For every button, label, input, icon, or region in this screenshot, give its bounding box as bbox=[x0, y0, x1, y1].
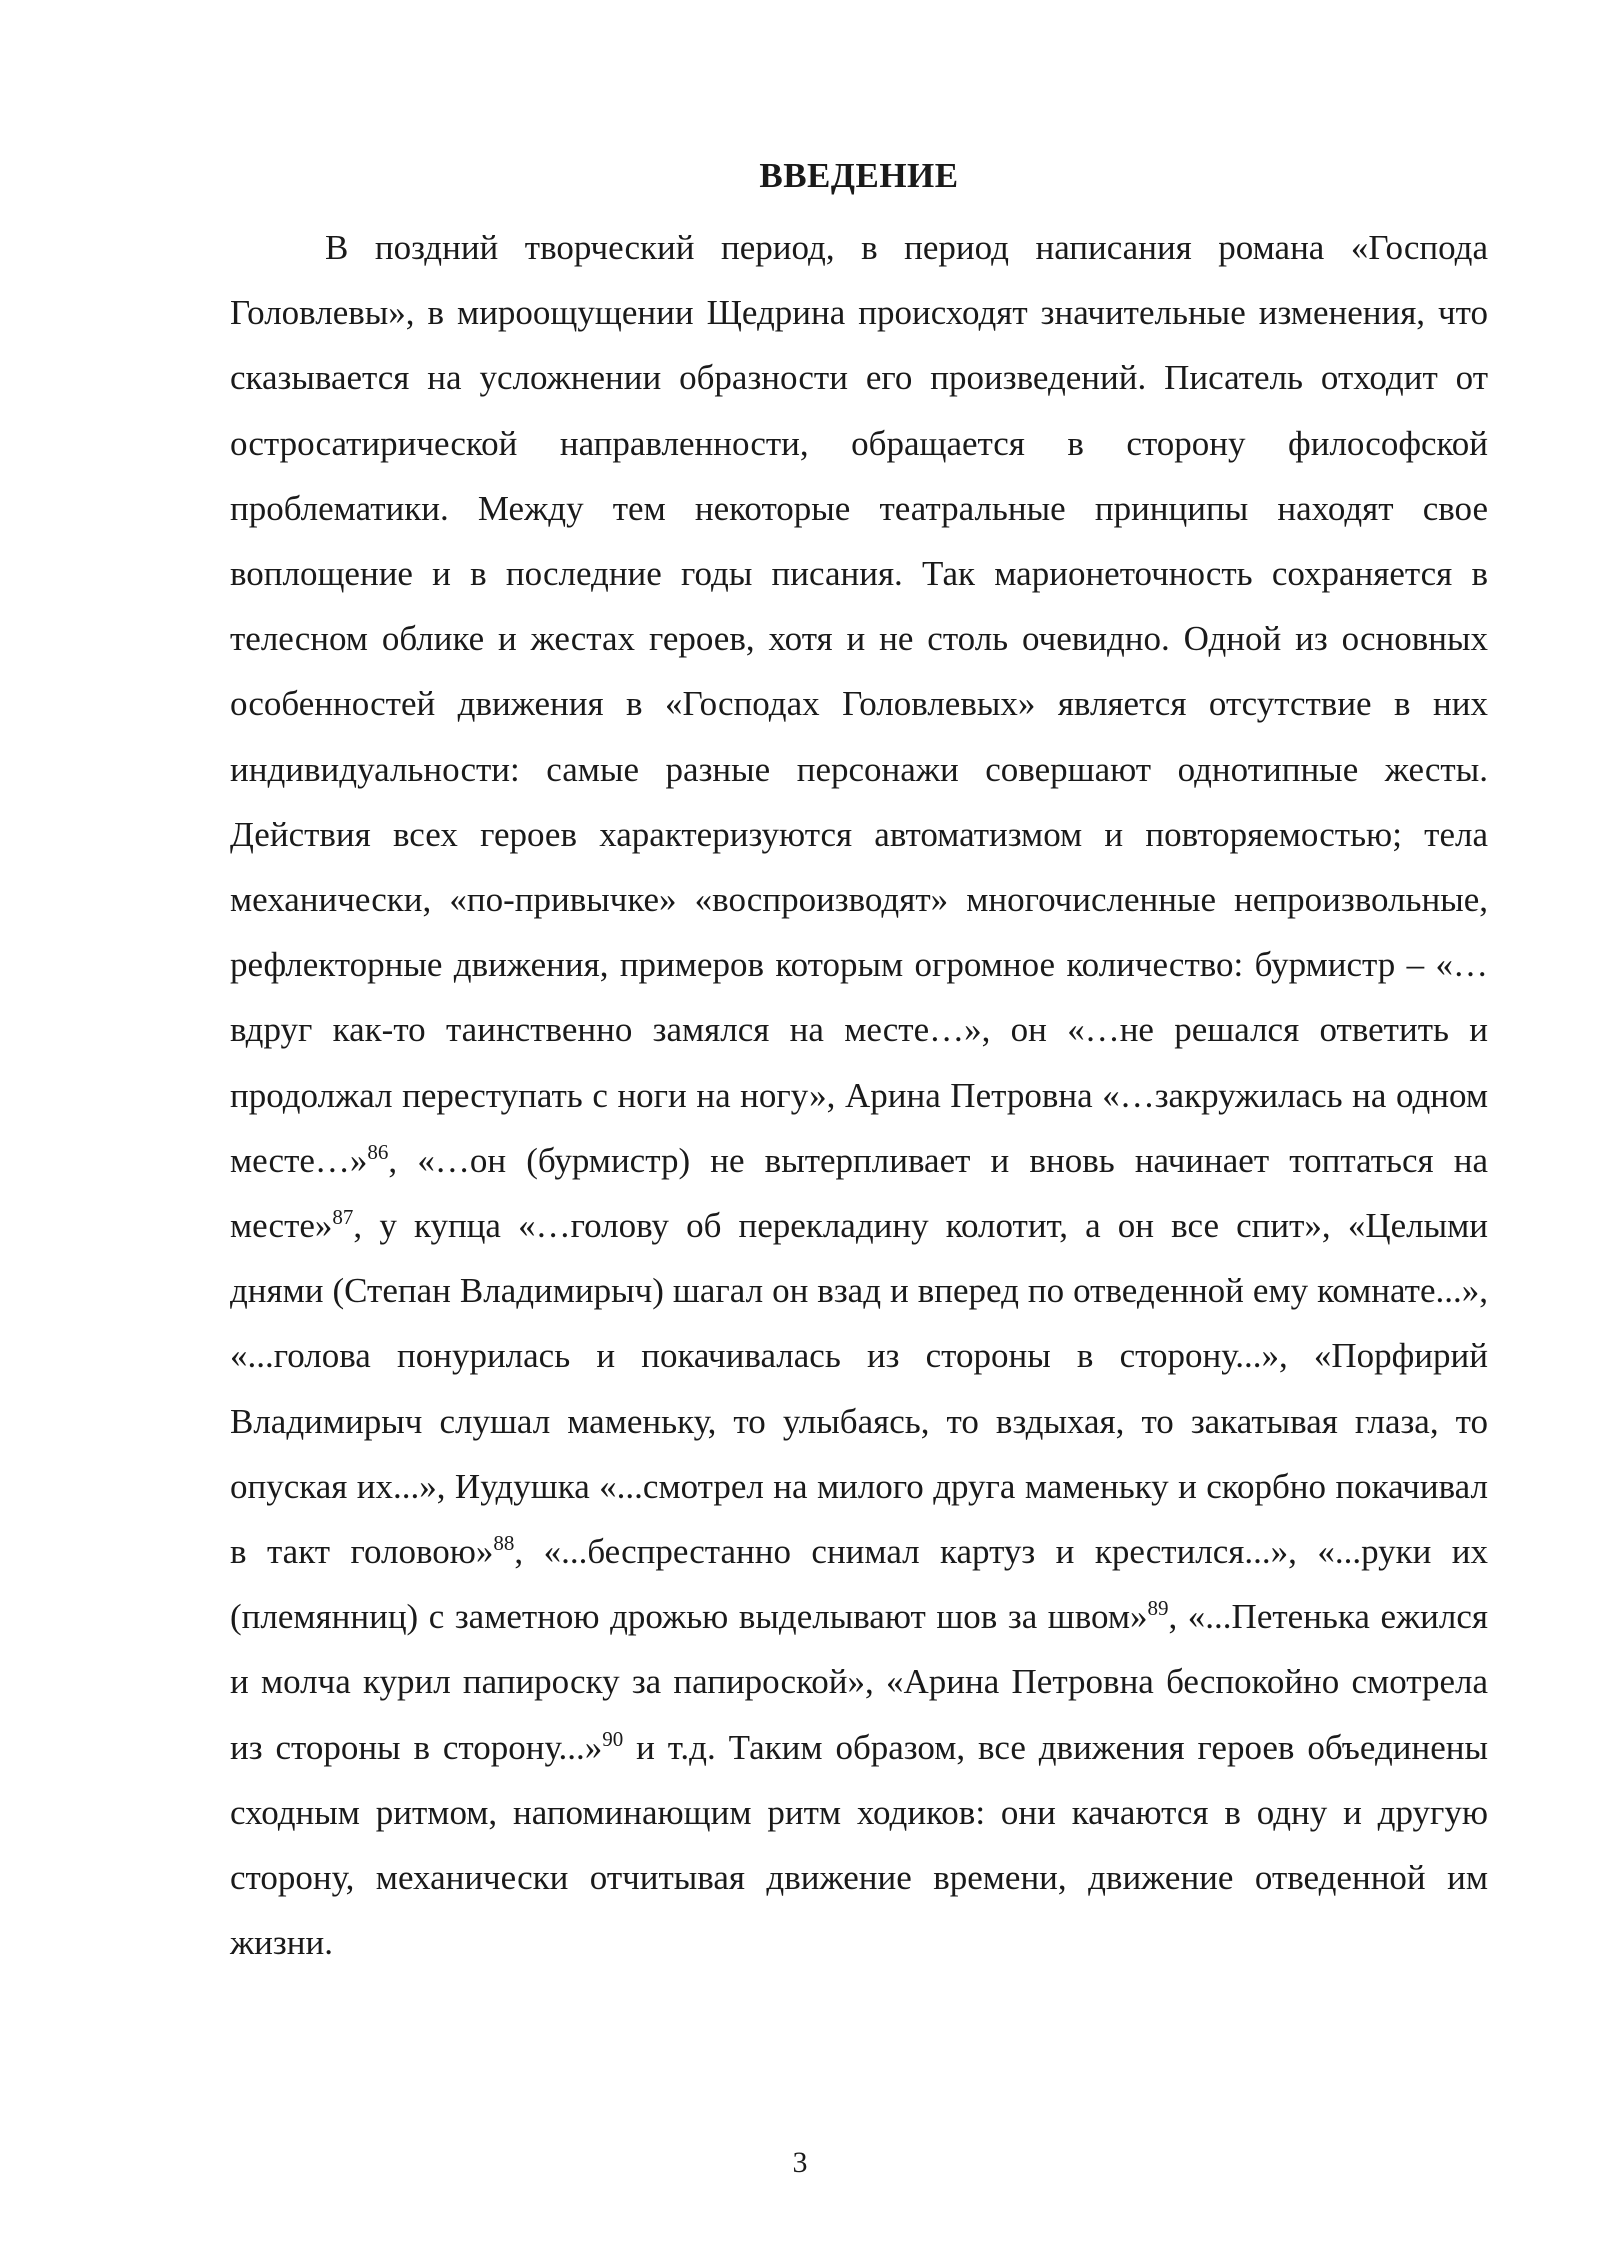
text-segment: , «...беспрестанно снимал картуз и крестился...», «...руки их (племянниц) с заметною дрожью выделывают шов за швом» bbox=[230, 1532, 1488, 1637]
section-heading: ВВЕДЕНИЕ bbox=[759, 156, 959, 195]
text-segment: , «...Петенька ежился и молча курил папироску за папироской», «Арина Петровна беспокойно смотрела из стороны в сторону...» bbox=[230, 1597, 1488, 1767]
body-paragraph bbox=[230, 215, 1488, 1975]
text-segment: , у купца «…голову об перекладину колотит, а он все спит», «Целыми днями (Степан Владимирыч) шагал он взад и вперед по отведенной ему комнате...», «...голова понурилась и покачивалась из стороны в сторону...», «Порфирий Владимирыч слушал маменьку, то улыбаясь, то вздыхая, то закатывая глаза, то опуская их...», Иудушка «...смотрел на милого друга маменьку и скорбно покачивал в такт головою» bbox=[230, 1206, 1488, 1572]
text-segment: В поздний творческий период, в период написания романа «Господа Головлевы», в мироощущении Щедрина происходят значительные изменения, что сказывается на усложнении образности его произведений. Писатель отходит от остросатирической направленности, обращается в сторону философской проблематики. Между тем некоторые театральные принципы находят свое воплощение и в последние годы писания. Так марионеточность сохраняется в телесном облике и жестах героев, хотя и не столь очевидно. Одной из основных особенностей движения в «Господах Головлевых» является отсутствие в них индивидуальности: самые разные персонажи совершают однотипные жесты. Действия всех героев характеризуются автоматизмом и повторяемостью; тела механически, «по-привычке» «воспроизводят» многочисленные непроизвольные, рефлекторные движения, примеров которым огромное количество: бурмистр – «…вдруг как-то таинственно замялся на месте…», он «…не решался ответить и продолжал переступать с ноги на ногу», Арина Петровна «…закружилась на одном месте…» bbox=[230, 228, 1488, 1180]
footnote-ref-89: 89 bbox=[1147, 1596, 1169, 1621]
text-segment: и т.д. Таким образом, все движения героев объединены сходным ритмом, напоминающим ритм ходиков: они качаются в одну и другую сторону, механически отчитывая движение времени, движение отведенной им жизни. bbox=[230, 1727, 1488, 1963]
footnote-ref-88: 88 bbox=[493, 1531, 515, 1556]
footnote-ref-87: 87 bbox=[332, 1205, 354, 1230]
footnote-ref-86: 86 bbox=[367, 1139, 389, 1164]
text-segment: , «…он (бурмистр) не вытерпливает и вновь начинает топтаться на месте» bbox=[230, 1140, 1488, 1246]
page-number: 3 bbox=[792, 2146, 808, 2179]
footnote-ref-90: 90 bbox=[602, 1726, 624, 1751]
